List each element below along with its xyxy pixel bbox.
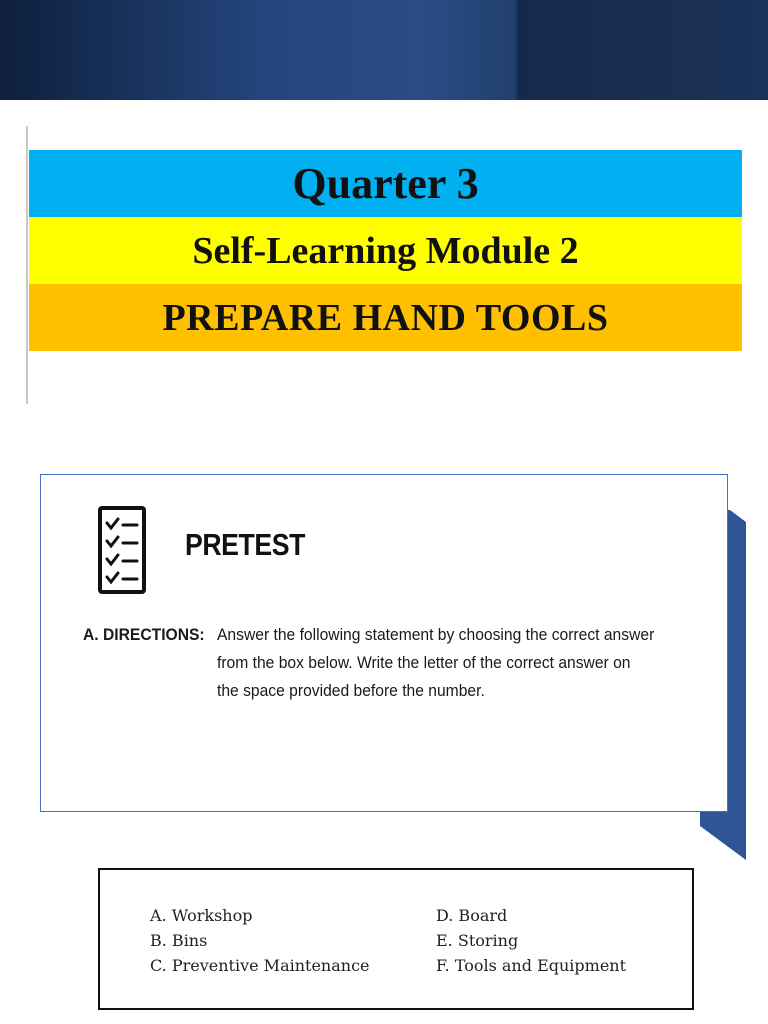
choice-a: A. Workshop (150, 906, 253, 925)
topic-title: PREPARE HAND TOOLS (29, 284, 742, 351)
quarter-title: Quarter 3 (29, 150, 742, 217)
choice-e: E. Storing (436, 931, 519, 950)
directions-text: Answer the following statement by choosing the correct answer from the box below. Write the letter of the correct answer on the space provided before the number. (217, 625, 655, 700)
choice-f: F. Tools and Equipment (436, 956, 627, 975)
directions-label: A. DIRECTIONS: (83, 625, 205, 644)
choices-grid (150, 904, 696, 977)
choice-d: D. Board (436, 906, 508, 925)
pretest-title: PRETEST (185, 527, 305, 562)
answer-choices-box (98, 868, 694, 1010)
directions (83, 621, 693, 705)
checklist-icon (97, 505, 147, 595)
choice-b: B. Bins (150, 931, 208, 950)
left-rule-divider (26, 126, 28, 404)
choice-c: C. Preventive Maintenance (150, 956, 370, 975)
top-banner (0, 0, 768, 100)
title-block (29, 150, 742, 351)
module-title: Self-Learning Module 2 (29, 217, 742, 284)
pretest-card (40, 474, 728, 812)
